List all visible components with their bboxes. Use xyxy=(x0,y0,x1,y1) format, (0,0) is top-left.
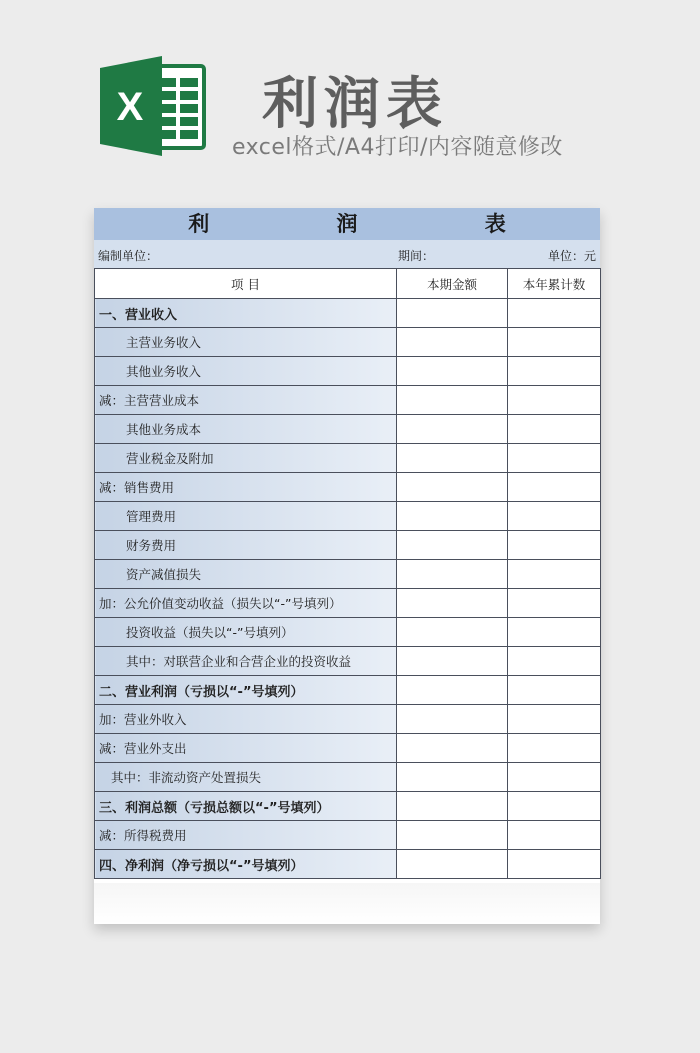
ytd-amount-cell[interactable] xyxy=(508,560,601,589)
current-amount-cell[interactable] xyxy=(397,676,508,705)
table-row xyxy=(95,560,601,589)
current-amount-cell[interactable] xyxy=(397,386,508,415)
current-amount-cell[interactable] xyxy=(397,705,508,734)
current-amount-cell[interactable] xyxy=(397,618,508,647)
current-amount-cell[interactable] xyxy=(397,357,508,386)
table-row xyxy=(95,531,601,560)
row-item-label: 减：营业外支出 xyxy=(95,734,397,763)
ytd-amount-cell[interactable] xyxy=(508,531,601,560)
current-amount-cell[interactable] xyxy=(397,589,508,618)
header-current-amount: 本期金额 xyxy=(397,269,508,299)
header-ytd-amount: 本年累计数 xyxy=(508,269,601,299)
table-row xyxy=(95,850,601,879)
header-item: 项 目 xyxy=(95,269,397,299)
row-item-label: 营业税金及附加 xyxy=(95,444,397,473)
table-row xyxy=(95,705,601,734)
row-item-label: 其他业务收入 xyxy=(95,357,397,386)
ytd-amount-cell[interactable] xyxy=(508,792,601,821)
table-row xyxy=(95,792,601,821)
table-header-row xyxy=(95,269,601,299)
current-amount-cell[interactable] xyxy=(397,415,508,444)
row-item-label: 二、营业利润（亏损以“-”号填列） xyxy=(95,676,397,705)
table-row xyxy=(95,444,601,473)
current-amount-cell[interactable] xyxy=(397,792,508,821)
row-item-label: 资产减值损失 xyxy=(95,560,397,589)
row-item-label: 财务费用 xyxy=(95,531,397,560)
current-amount-cell[interactable] xyxy=(397,502,508,531)
table-row xyxy=(95,763,601,792)
table-row xyxy=(95,328,601,357)
currency-unit-label: 单位：元 xyxy=(547,249,596,263)
sheet-title: 利 润 表 xyxy=(94,208,600,240)
ytd-amount-cell[interactable] xyxy=(508,357,601,386)
table-row xyxy=(95,734,601,763)
table-row xyxy=(95,357,601,386)
ytd-amount-cell[interactable] xyxy=(508,473,601,502)
row-item-label: 主营业务收入 xyxy=(95,328,397,357)
table-row xyxy=(95,299,601,328)
row-item-label: 其他业务成本 xyxy=(95,415,397,444)
table-row xyxy=(95,415,601,444)
ytd-amount-cell[interactable] xyxy=(508,647,601,676)
ytd-amount-cell[interactable] xyxy=(508,821,601,850)
row-item-label: 四、净利润（净亏损以“-”号填列） xyxy=(95,850,397,879)
period-label: 期间： xyxy=(398,249,435,263)
excel-icon xyxy=(100,56,208,156)
ytd-amount-cell[interactable] xyxy=(508,850,601,879)
ytd-amount-cell[interactable] xyxy=(508,676,601,705)
sheet-footer-margin xyxy=(94,883,600,924)
current-amount-cell[interactable] xyxy=(397,328,508,357)
ytd-amount-cell[interactable] xyxy=(508,386,601,415)
ytd-amount-cell[interactable] xyxy=(508,618,601,647)
ytd-amount-cell[interactable] xyxy=(508,299,601,328)
current-amount-cell[interactable] xyxy=(397,850,508,879)
row-item-label: 投资收益（损失以“-”号填列） xyxy=(95,618,397,647)
row-item-label: 三、利润总额（亏损总额以“-”号填列） xyxy=(95,792,397,821)
ytd-amount-cell[interactable] xyxy=(508,589,601,618)
page-subtitle: excel格式/A4打印/内容随意修改 xyxy=(232,135,563,160)
excel-icon-letter: X xyxy=(116,85,144,129)
row-item-label: 减：所得税费用 xyxy=(95,821,397,850)
table-row xyxy=(95,676,601,705)
row-item-label: 减：主营营业成本 xyxy=(95,386,397,415)
current-amount-cell[interactable] xyxy=(397,560,508,589)
row-item-label: 加：公允价值变动收益（损失以“-”号填列） xyxy=(95,589,397,618)
table-row xyxy=(95,386,601,415)
table-row xyxy=(95,647,601,676)
row-item-label: 加：营业外收入 xyxy=(95,705,397,734)
table-row xyxy=(95,589,601,618)
table-row xyxy=(95,473,601,502)
page-title: 利润表 xyxy=(262,72,448,137)
compiling-unit-label: 编制单位： xyxy=(98,249,159,263)
row-item-label: 其中：对联营企业和合营企业的投资收益 xyxy=(95,647,397,676)
current-amount-cell[interactable] xyxy=(397,763,508,792)
ytd-amount-cell[interactable] xyxy=(508,705,601,734)
ytd-amount-cell[interactable] xyxy=(508,763,601,792)
ytd-amount-cell[interactable] xyxy=(508,415,601,444)
sheet-info-row xyxy=(94,240,600,268)
ytd-amount-cell[interactable] xyxy=(508,502,601,531)
row-item-label: 管理费用 xyxy=(95,502,397,531)
ytd-amount-cell[interactable] xyxy=(508,734,601,763)
row-item-label: 其中：非流动资产处置损失 xyxy=(95,763,397,792)
ytd-amount-cell[interactable] xyxy=(508,328,601,357)
current-amount-cell[interactable] xyxy=(397,821,508,850)
current-amount-cell[interactable] xyxy=(397,299,508,328)
table-row xyxy=(95,821,601,850)
ytd-amount-cell[interactable] xyxy=(508,444,601,473)
row-item-label: 减：销售费用 xyxy=(95,473,397,502)
current-amount-cell[interactable] xyxy=(397,647,508,676)
table-row xyxy=(95,502,601,531)
income-statement-sheet xyxy=(94,208,600,924)
current-amount-cell[interactable] xyxy=(397,444,508,473)
current-amount-cell[interactable] xyxy=(397,473,508,502)
table-row xyxy=(95,618,601,647)
current-amount-cell[interactable] xyxy=(397,531,508,560)
row-item-label: 一、营业收入 xyxy=(95,299,397,328)
income-statement-table xyxy=(94,268,601,879)
current-amount-cell[interactable] xyxy=(397,734,508,763)
